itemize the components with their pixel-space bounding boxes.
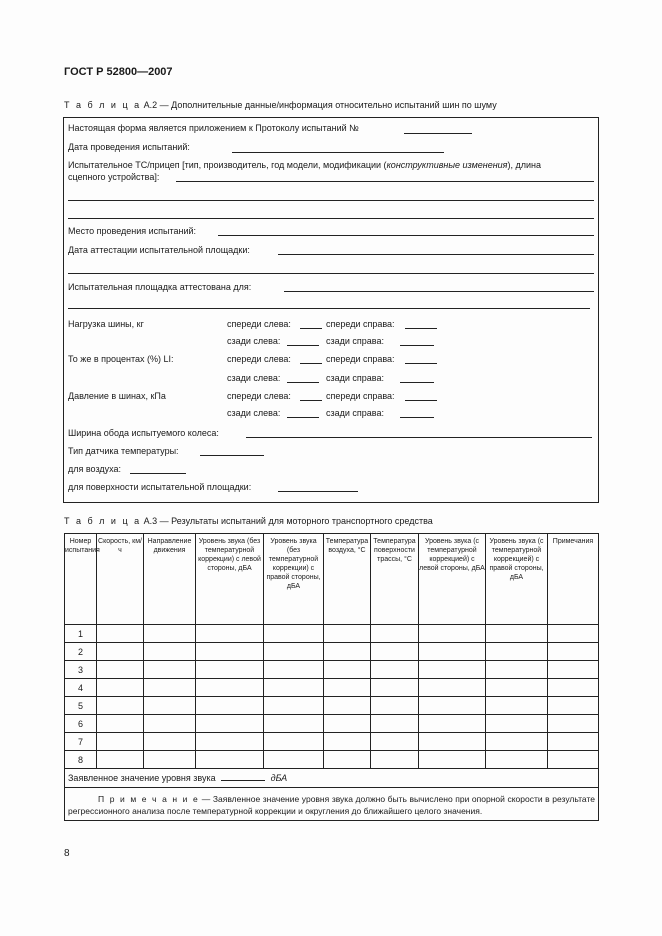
vehicle-field[interactable] <box>176 181 594 182</box>
table-a3-caption <box>64 516 433 527</box>
table-cell[interactable] <box>371 679 419 697</box>
table-cell[interactable] <box>419 679 486 697</box>
tire-load-rear-left-field[interactable] <box>287 345 319 346</box>
site-attested-field[interactable] <box>284 291 594 292</box>
rim-width-field[interactable] <box>246 437 592 438</box>
row-number: 6 <box>65 715 97 733</box>
col-surface-temp: Температура поверхности трассы, °С <box>371 534 419 625</box>
li-rear-right-field[interactable] <box>400 382 434 383</box>
pressure-front-right-field[interactable] <box>405 400 437 401</box>
caption-prefix: Т а б л и ц а <box>64 100 142 110</box>
table-cell[interactable] <box>264 697 324 715</box>
declared-row <box>65 769 599 788</box>
table-cell[interactable] <box>264 661 324 679</box>
caption-id: А.3 <box>141 516 158 526</box>
table-cell[interactable] <box>196 751 264 769</box>
form-note-label: Настоящая форма является приложением к Протоколу испытаний № <box>68 123 359 133</box>
table-cell[interactable] <box>324 751 371 769</box>
table-cell[interactable] <box>371 715 419 733</box>
table-cell[interactable] <box>144 625 196 643</box>
table-cell[interactable] <box>97 679 144 697</box>
table-cell[interactable] <box>196 733 264 751</box>
table-cell[interactable] <box>486 661 548 679</box>
row-number: 3 <box>65 661 97 679</box>
table-row <box>65 751 599 769</box>
caption-prefix: Т а б л и ц а <box>64 516 142 526</box>
table-cell[interactable] <box>97 715 144 733</box>
table-cell[interactable] <box>324 679 371 697</box>
table-row <box>65 715 599 733</box>
for-surface-field[interactable] <box>278 491 358 492</box>
col-speed: Скорость, км/ч <box>97 534 144 625</box>
col-level-uncorrected-right: Уровень звука (без температурной коррекции) с правой стороны, дБА <box>264 534 324 625</box>
tire-load-rear-right-field[interactable] <box>400 345 434 346</box>
vehicle-field-line2[interactable] <box>68 200 594 201</box>
table-cell[interactable] <box>548 679 599 697</box>
table-cell[interactable] <box>548 715 599 733</box>
tire-pressure-label: Давление в шинах, кПа <box>68 391 166 401</box>
table-cell[interactable] <box>97 661 144 679</box>
table-cell[interactable] <box>324 715 371 733</box>
table-a3-results <box>64 533 599 821</box>
test-site-label: Место проведения испытаний: <box>68 226 197 236</box>
test-site-field[interactable] <box>218 235 594 236</box>
table-cell[interactable] <box>371 751 419 769</box>
for-air-field[interactable] <box>130 473 186 474</box>
table-row <box>65 643 599 661</box>
table-cell[interactable] <box>196 661 264 679</box>
tire-load-rear-left-label: сзади слева: <box>227 336 281 346</box>
table-row <box>65 661 599 679</box>
row-number: 1 <box>65 625 97 643</box>
site-attestation-date-label: Дата аттестации испытательной площадки: <box>68 245 250 255</box>
col-notes: Примечания <box>548 534 599 625</box>
pressure-rear-right-label: сзади справа: <box>326 408 384 418</box>
table-header-row <box>65 534 599 625</box>
table-cell[interactable] <box>144 751 196 769</box>
table-cell[interactable] <box>548 625 599 643</box>
table-cell[interactable] <box>97 643 144 661</box>
site-attestation-date-field[interactable] <box>278 254 594 255</box>
temp-sensor-field[interactable] <box>200 455 264 456</box>
row-number: 7 <box>65 733 97 751</box>
page-number: 8 <box>64 848 70 859</box>
protocol-number-field[interactable] <box>404 133 472 134</box>
tire-load-rear-right-label: сзади справа: <box>326 336 384 346</box>
li-rear-right-label: сзади справа: <box>326 373 384 383</box>
table-cell[interactable] <box>486 625 548 643</box>
table-cell[interactable] <box>97 733 144 751</box>
table-cell[interactable] <box>264 715 324 733</box>
tire-load-front-right-label: спереди справа: <box>326 319 395 329</box>
percent-li-label: То же в процентах (%) LI: <box>68 354 174 364</box>
table-cell[interactable] <box>196 679 264 697</box>
table-cell[interactable] <box>196 715 264 733</box>
caption-id: А.2 <box>141 100 158 110</box>
table-cell[interactable] <box>264 625 324 643</box>
pressure-rear-left-field[interactable] <box>287 417 319 418</box>
table-cell[interactable] <box>486 733 548 751</box>
row-number: 2 <box>65 643 97 661</box>
table-cell[interactable] <box>419 643 486 661</box>
col-level-corrected-left: Уровень звука (с температурной коррекцией) с левой стороны, дБА <box>419 534 486 625</box>
li-front-left-field[interactable] <box>300 363 322 364</box>
col-level-uncorrected-left: Уровень звука (без температурной коррекции) с левой стороны, дБА <box>196 534 264 625</box>
vehicle-label-line2: сцепного устройства]: <box>68 172 160 182</box>
table-cell[interactable] <box>324 643 371 661</box>
row-number: 5 <box>65 697 97 715</box>
table-cell[interactable] <box>324 733 371 751</box>
table-cell[interactable] <box>371 697 419 715</box>
declared-unit: дБА <box>270 773 288 783</box>
table-cell[interactable] <box>548 697 599 715</box>
declared-value-field[interactable] <box>221 780 265 781</box>
table-cell[interactable] <box>548 643 599 661</box>
pressure-rear-left-label: сзади слева: <box>227 408 281 418</box>
table-cell[interactable] <box>97 751 144 769</box>
declared-value-cell[interactable] <box>65 769 599 788</box>
table-cell[interactable] <box>264 751 324 769</box>
col-test-number: Номер испытания <box>65 534 97 625</box>
tire-load-label: Нагрузка шины, кг <box>68 319 144 329</box>
li-front-left-label: спереди слева: <box>227 354 291 364</box>
table-cell[interactable] <box>486 751 548 769</box>
test-date-field[interactable] <box>232 152 444 153</box>
site-attestation-date-field-line2[interactable] <box>68 273 594 274</box>
row-number: 8 <box>65 751 97 769</box>
temp-sensor-label: Тип датчика температуры: <box>68 446 179 456</box>
table-cell[interactable] <box>371 733 419 751</box>
table-cell[interactable] <box>144 715 196 733</box>
table-cell[interactable] <box>144 733 196 751</box>
table-cell[interactable] <box>144 679 196 697</box>
li-rear-left-field[interactable] <box>287 382 319 383</box>
table-cell[interactable] <box>419 697 486 715</box>
table-row <box>65 733 599 751</box>
for-air-label: для воздуха: <box>68 464 122 474</box>
table-row <box>65 679 599 697</box>
tire-load-front-left-field[interactable] <box>300 328 322 329</box>
note-text: — Заявленное значение уровня звука должно быть вычислено при опорной скорости в результате регрессионного анализа после температурной коррекции и округления до ближайшего целого значения. <box>68 794 595 816</box>
table-a2-form <box>63 117 599 503</box>
table-cell[interactable] <box>196 625 264 643</box>
table-cell[interactable] <box>486 643 548 661</box>
table-cell[interactable] <box>548 751 599 769</box>
table-a2-caption <box>64 100 497 111</box>
table-cell[interactable] <box>264 733 324 751</box>
table-cell[interactable] <box>371 643 419 661</box>
table-cell[interactable] <box>196 643 264 661</box>
li-rear-left-label: сзади слева: <box>227 373 281 383</box>
caption-text: — Дополнительные данные/информация относительно испытаний шин по шуму <box>157 100 497 110</box>
table-row <box>65 625 599 643</box>
site-attested-label: Испытательная площадка аттестована для: <box>68 282 252 292</box>
pressure-rear-right-field[interactable] <box>400 417 434 418</box>
table-cell[interactable] <box>371 625 419 643</box>
site-attested-field-line2[interactable] <box>68 308 590 309</box>
note-row <box>65 788 599 821</box>
table-cell[interactable] <box>264 679 324 697</box>
rim-width-label: Ширина обода испытуемого колеса: <box>68 428 219 438</box>
table-cell[interactable] <box>97 697 144 715</box>
note-cell <box>65 788 599 821</box>
table-cell[interactable] <box>486 679 548 697</box>
table-cell[interactable] <box>144 661 196 679</box>
pressure-front-right-label: спереди справа: <box>326 391 395 401</box>
table-cell[interactable] <box>419 733 486 751</box>
tire-load-front-right-field[interactable] <box>405 328 437 329</box>
for-surface-label: для поверхности испытательной площадки: <box>68 482 252 492</box>
table-row <box>65 697 599 715</box>
table-cell[interactable] <box>144 643 196 661</box>
table-cell[interactable] <box>196 697 264 715</box>
table-cell[interactable] <box>144 697 196 715</box>
table-cell[interactable] <box>548 733 599 751</box>
vehicle-label: Испытательное ТС/прицеп [тип, производитель, год модели, модификации (конструктивные изменения), длина <box>68 160 542 170</box>
declared-label: Заявленное значение уровня звука <box>68 773 216 783</box>
table-cell[interactable] <box>419 625 486 643</box>
table-cell[interactable] <box>419 715 486 733</box>
table-cell[interactable] <box>324 625 371 643</box>
note-label: П р и м е ч а н и е <box>98 794 200 804</box>
pressure-front-left-label: спереди слева: <box>227 391 291 401</box>
vehicle-field-line3[interactable] <box>68 218 594 219</box>
table-cell[interactable] <box>548 661 599 679</box>
table-cell[interactable] <box>324 697 371 715</box>
document-code: ГОСТ Р 52800—2007 <box>64 66 173 78</box>
table-cell[interactable] <box>97 625 144 643</box>
table-cell[interactable] <box>419 751 486 769</box>
table-cell[interactable] <box>324 661 371 679</box>
row-number: 4 <box>65 679 97 697</box>
test-date-label: Дата проведения испытаний: <box>68 142 190 152</box>
pressure-front-left-field[interactable] <box>300 400 322 401</box>
table-cell[interactable] <box>371 661 419 679</box>
table-cell[interactable] <box>486 697 548 715</box>
col-level-corrected-right: Уровень звука (с температурной коррекцией) с правой стороны, дБА <box>486 534 548 625</box>
tire-load-front-left-label: спереди слева: <box>227 319 291 329</box>
li-front-right-label: спереди справа: <box>326 354 395 364</box>
table-cell[interactable] <box>419 661 486 679</box>
table-cell[interactable] <box>486 715 548 733</box>
table-cell[interactable] <box>264 643 324 661</box>
caption-text: — Результаты испытаний для моторного транспортного средства <box>157 516 433 526</box>
col-direction: Направление движения <box>144 534 196 625</box>
col-air-temp: Температура воздуха, °С <box>324 534 371 625</box>
li-front-right-field[interactable] <box>405 363 437 364</box>
